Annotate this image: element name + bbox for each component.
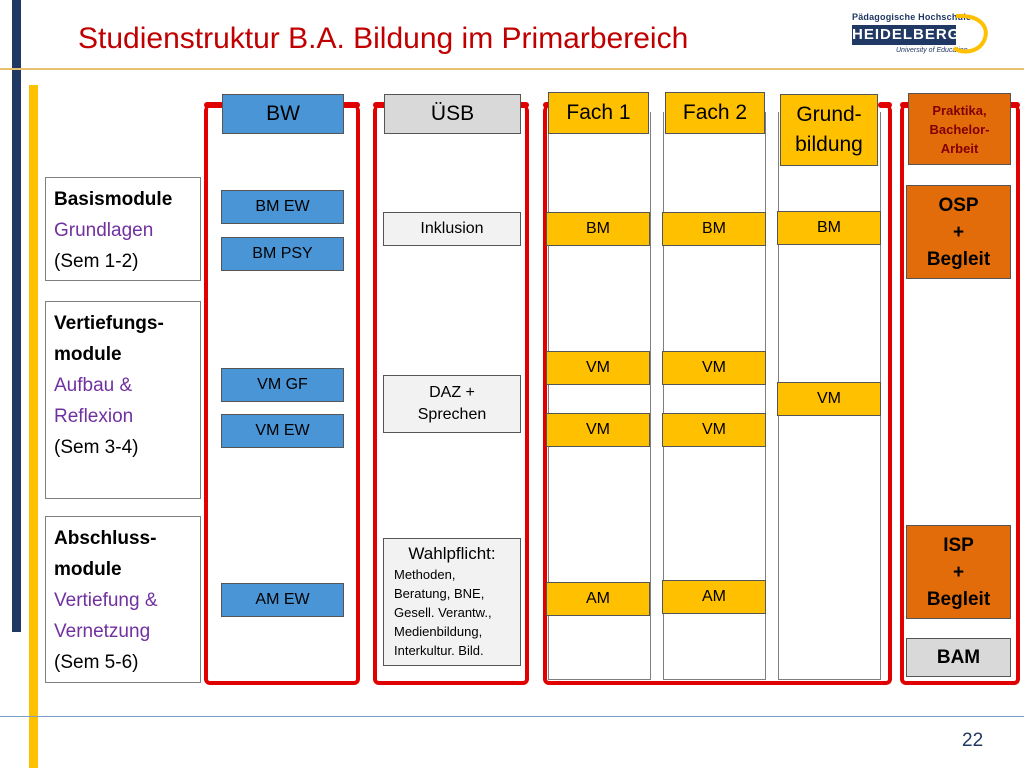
fach1-module-bm: BM <box>546 212 650 246</box>
logo-line2: HEIDELBERG <box>852 26 961 43</box>
fach2-module-am: AM <box>662 580 766 614</box>
praktika-header-line1: Praktika, <box>932 102 987 118</box>
module-bm-psy: BM PSY <box>221 237 344 271</box>
grund-header-line2: bildung <box>795 133 863 156</box>
isp-line3: Begleit <box>926 588 991 610</box>
navy-accent-bar <box>12 0 21 632</box>
module-am-ew: AM EW <box>221 583 344 617</box>
stage-basis-subtitle: Grundlagen <box>54 220 154 241</box>
wahlpflicht-item: Methoden, <box>394 567 456 582</box>
slide-title: Studienstruktur B.A. Bildung im Primarbereich <box>78 22 689 55</box>
fach1-module-vm-2: VM <box>546 413 650 447</box>
fach1-module-vm-1: VM <box>546 351 650 385</box>
stage-vert-title-2: module <box>54 344 122 365</box>
wahlpflicht-item: Interkultur. Bild. <box>394 643 484 658</box>
stage-absch-title-1: Abschluss- <box>54 528 157 549</box>
stage-vert-title-1: Vertiefungs- <box>54 313 164 334</box>
uesb-header: ÜSB <box>384 94 521 134</box>
isp-line2: + <box>952 561 965 583</box>
wahlpflicht-item: Beratung, BNE, <box>394 586 485 601</box>
stage-basis-semester: (Sem 1-2) <box>54 251 139 272</box>
grundbildung-header <box>780 94 878 166</box>
module-vm-ew: VM EW <box>221 414 344 448</box>
module-daz-sprechen <box>383 375 521 433</box>
bw-header: BW <box>222 94 344 134</box>
fach2-header: Fach 2 <box>665 92 765 134</box>
module-osp-begleit <box>906 185 1011 279</box>
stage-absch-semester: (Sem 5-6) <box>54 652 139 673</box>
stage-basismodule <box>45 177 201 281</box>
logo-line3: University of Education <box>896 47 968 54</box>
fach1-module-am: AM <box>546 582 650 616</box>
daz-line1: DAZ + <box>429 384 475 401</box>
osp-line3: Begleit <box>926 248 991 270</box>
title-divider <box>0 68 1024 70</box>
stage-vert-subtitle-1: Aufbau & <box>54 375 133 396</box>
logo-swoosh-icon <box>952 12 992 54</box>
stage-absch-subtitle-1: Vertiefung & <box>54 590 158 611</box>
logo-line1: Pädagogische Hochschule <box>852 12 972 22</box>
module-wahlpflicht <box>383 538 521 666</box>
wahlpflicht-item: Gesell. Verantw., <box>394 605 492 620</box>
stage-abschlussmodule <box>45 516 201 683</box>
stage-basis-title: Basismodule <box>54 189 173 210</box>
stage-absch-subtitle-2: Vernetzung <box>54 621 151 642</box>
stage-absch-title-2: module <box>54 559 122 580</box>
module-inklusion: Inklusion <box>383 212 521 246</box>
grund-module-bm: BM <box>777 211 881 245</box>
grund-header-line1: Grund- <box>796 103 862 126</box>
praktika-header-line3: Arbeit <box>940 140 979 156</box>
module-bm-ew: BM EW <box>221 190 344 224</box>
module-bam: BAM <box>906 638 1011 677</box>
gold-accent-bar <box>29 85 38 768</box>
stage-vertiefungsmodule <box>45 301 201 499</box>
osp-line2: + <box>952 221 965 243</box>
isp-line1: ISP <box>943 534 974 556</box>
university-logo <box>852 12 992 62</box>
praktika-header <box>908 93 1011 165</box>
daz-line2: Sprechen <box>417 406 487 423</box>
fach2-module-vm-2: VM <box>662 413 766 447</box>
fach2-module-vm-1: VM <box>662 351 766 385</box>
wahlpflicht-title: Wahlpflicht: <box>408 544 496 563</box>
module-isp-begleit <box>906 525 1011 619</box>
fach1-header: Fach 1 <box>548 92 649 134</box>
stage-vert-semester: (Sem 3-4) <box>54 437 139 458</box>
module-vm-gf: VM GF <box>221 368 344 402</box>
grund-module-vm: VM <box>777 382 881 416</box>
wahlpflicht-item: Medienbildung, <box>394 624 483 639</box>
fach2-module-bm: BM <box>662 212 766 246</box>
stage-vert-subtitle-2: Reflexion <box>54 406 134 427</box>
footer-divider <box>0 716 1024 717</box>
praktika-header-line2: Bachelor- <box>929 121 990 137</box>
page-number: 22 <box>962 730 984 751</box>
osp-line1: OSP <box>938 194 979 216</box>
